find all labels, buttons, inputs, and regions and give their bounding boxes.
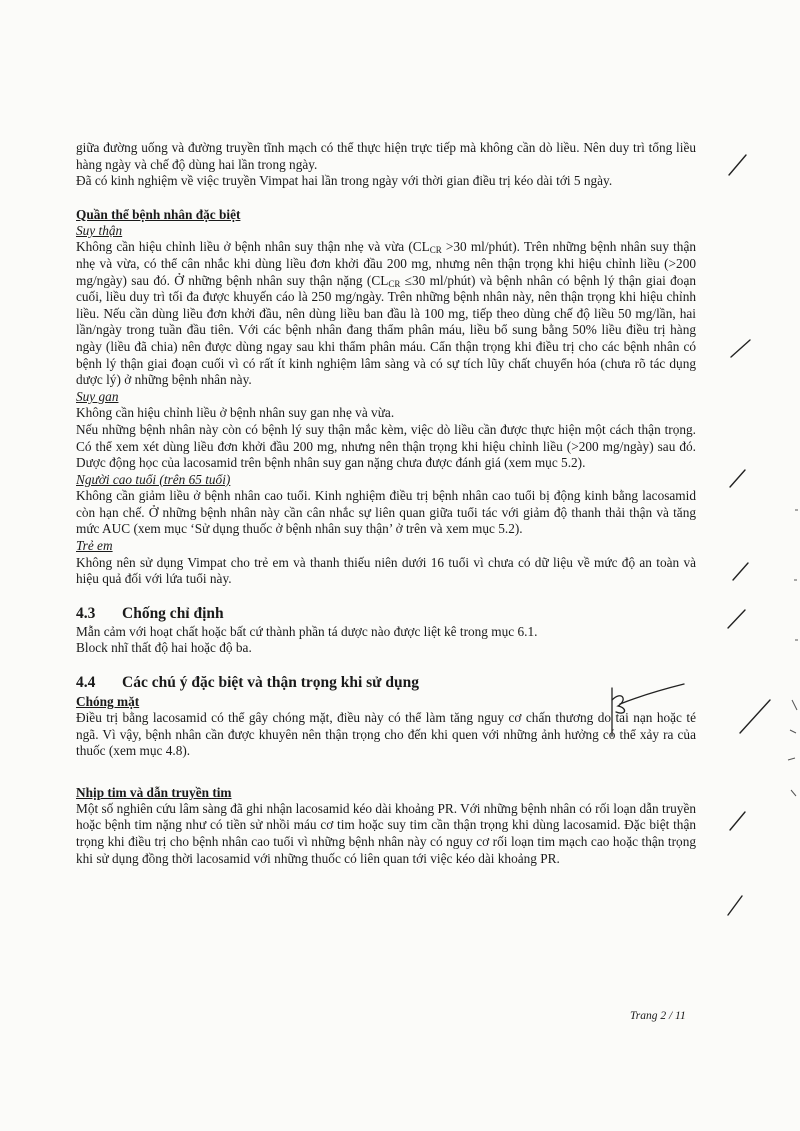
contraindications-paragraph-2: Block nhĩ thất độ hai hoặc độ ba. — [76, 640, 252, 656]
contraindications-heading: 4.3 Chống chỉ định — [76, 604, 224, 622]
hepatic-paragraph-1: Không cần hiệu chỉnh liều ở bệnh nhân suy gan nhẹ và vừa. — [76, 405, 395, 421]
contraindications-paragraph-1: Mẫn cảm với hoạt chất hoặc bất cứ thành phần tá dược nào được liệt kê trong mục 6.1. — [76, 623, 538, 639]
children-heading: Trẻ em — [76, 538, 113, 554]
intro-paragraph-2: Đã có kinh nghiệm về việc truyền Vimpat hai lần trong ngày với thời gian điều trị kéo dài tới 5 ngày. — [76, 173, 613, 189]
margin-tick-mark — [728, 896, 742, 915]
hepatic-heading: Suy gan — [76, 388, 119, 404]
renal-paragraph: Không cần hiệu chỉnh liều ở bệnh nhân suy thận nhẹ và vừa ($CL_{CR} >30$ ml/phút). Trên những bệnh nhân suy thận nhẹ và vừa, có thể cân nhắc khi dùng liều đơn khởi đầu 200 mg, nhưng nên thận trọng khi hiệu chỉnh liều (>200 mg/ngày) sau đó. Ở những bệnh nhân suy thận nặng ($CL_{CR} \le 30$ ml/phút) và bệnh nhân có bệnh lý thận giai đoạn cuối, liều duy trì tối đa được khuyến cáo là 250 mg/ngày. Trên những bệnh nhân này, nên thận trọng khi hiệu chỉnh liều. Nếu cần dùng liều đơn khởi đầu, nên dùng liều ban đầu là 100 mg, tiếp theo dùng chế độ liều 50 mg/lần, hai lần/ngày trong tuần đầu tiên. Với các bệnh nhân đang thẩm phân máu, liều bổ sung bằng 50% liều điều trị hàng ngày (liều đã chia) nên được dùng ngay sau khi thẩm phân máu. Cẩn thận trọng khi điều trị cho các bệnh nhân có bệnh lý thận giai đoạn cuối vì có rất ít kinh nghiệm lâm sàng và có sự tích lũy chất chuyển hóa (chưa rõ tác dụng dược lý) ở những bệnh nhân này. — [76, 239, 697, 388]
edge-scan-marks — [788, 510, 798, 796]
heart-heading: Nhịp tim và dẫn truyền tim — [76, 784, 232, 800]
special-populations-heading: Quần thể bệnh nhân đặc biệt — [76, 206, 241, 222]
heart-paragraph: Một số nghiên cứu lâm sàng đã ghi nhận lacosamid kéo dài khoảng PR. Với những bệnh nhân có rối loạn dẫn truyền hoặc bệnh tim nặng như có tiền sử nhồi máu cơ tim hoặc suy tim cần thận trọng khi dùng lacosamid. Đặc biệt thận trọng khi điều trị cho bệnh nhân cao tuổi vì những bệnh nhân này có nguy cơ rối loạn tim mạch cao hoặc thận trọng khi sử dụng đồng thời lacosamid với những thuốc có liên quan tới việc kéo dài khoảng PR. — [76, 800, 696, 866]
intro-paragraph-1: giữa đường uống và đường truyền tĩnh mạch có thể thực hiện trực tiếp mà không cần dò liều. Nên duy trì tổng liều hàng ngày và chế độ dùng hai lần trong ngày. — [76, 140, 696, 172]
margin-tick-mark — [728, 610, 745, 628]
page-number: Trang 2 / 11 — [630, 1010, 686, 1022]
document-body — [76, 140, 696, 867]
margin-tick-mark — [733, 563, 748, 580]
dizziness-paragraph: Điều trị bằng lacosamid có thể gây chóng mặt, điều này có thể làm tăng nguy cơ chấn thương do tai nạn hoặc té ngã. Vì vậy, bệnh nhân cần được khuyên nên thận trọng cho đến khi quen với những ảnh hưởng có thể xảy ra của thuốc (xem mục 4.8). — [76, 710, 696, 759]
warnings-heading: 4.4 Các chú ý đặc biệt và thận trọng khi sử dụng — [76, 674, 419, 692]
margin-tick-mark — [730, 470, 745, 487]
elderly-paragraph: Không cần giảm liều ở bệnh nhân cao tuổi. Kinh nghiệm điều trị bệnh nhân cao tuổi bị động kinh bằng lacosamid còn hạn chế. Ở những bệnh nhân này cần cân nhắc sự liên quan giữa tuổi tác với giảm độ thanh thải thận và tăng mức AUC (xem mục ‘Sử dụng thuốc ở bệnh nhân suy thận’ ở trên và xem mục 5.2). — [76, 488, 696, 537]
margin-tick-mark — [740, 700, 770, 733]
margin-tick-mark — [729, 155, 746, 175]
dizziness-heading: Chóng mặt — [76, 694, 140, 710]
children-paragraph: Không nên sử dụng Vimpat cho trẻ em và thanh thiếu niên dưới 16 tuổi vì chưa có dữ liệu về mức độ an toàn và hiệu quả đối với lứa tuổi này. — [76, 554, 696, 587]
margin-tick-mark — [730, 812, 745, 830]
margin-tick-mark — [731, 340, 750, 357]
elderly-heading: Người cao tuổi (trên 65 tuổi) — [76, 471, 231, 487]
renal-heading: Suy thận — [76, 222, 123, 238]
hepatic-paragraph-2: Nếu những bệnh nhân này còn có bệnh lý suy thận mắc kèm, việc dò liều cần được thực hiện một cách thận trọng. Có thể xem xét dùng liều đơn khởi đầu 200 mg, nhưng nên thận trọng khi hiệu chỉnh liều (>200 mg/ngày) sau đó. Dược động học của lacosamid trên bệnh nhân suy gan nặng chưa được đánh giá (xem mục 5.2). — [76, 421, 696, 471]
